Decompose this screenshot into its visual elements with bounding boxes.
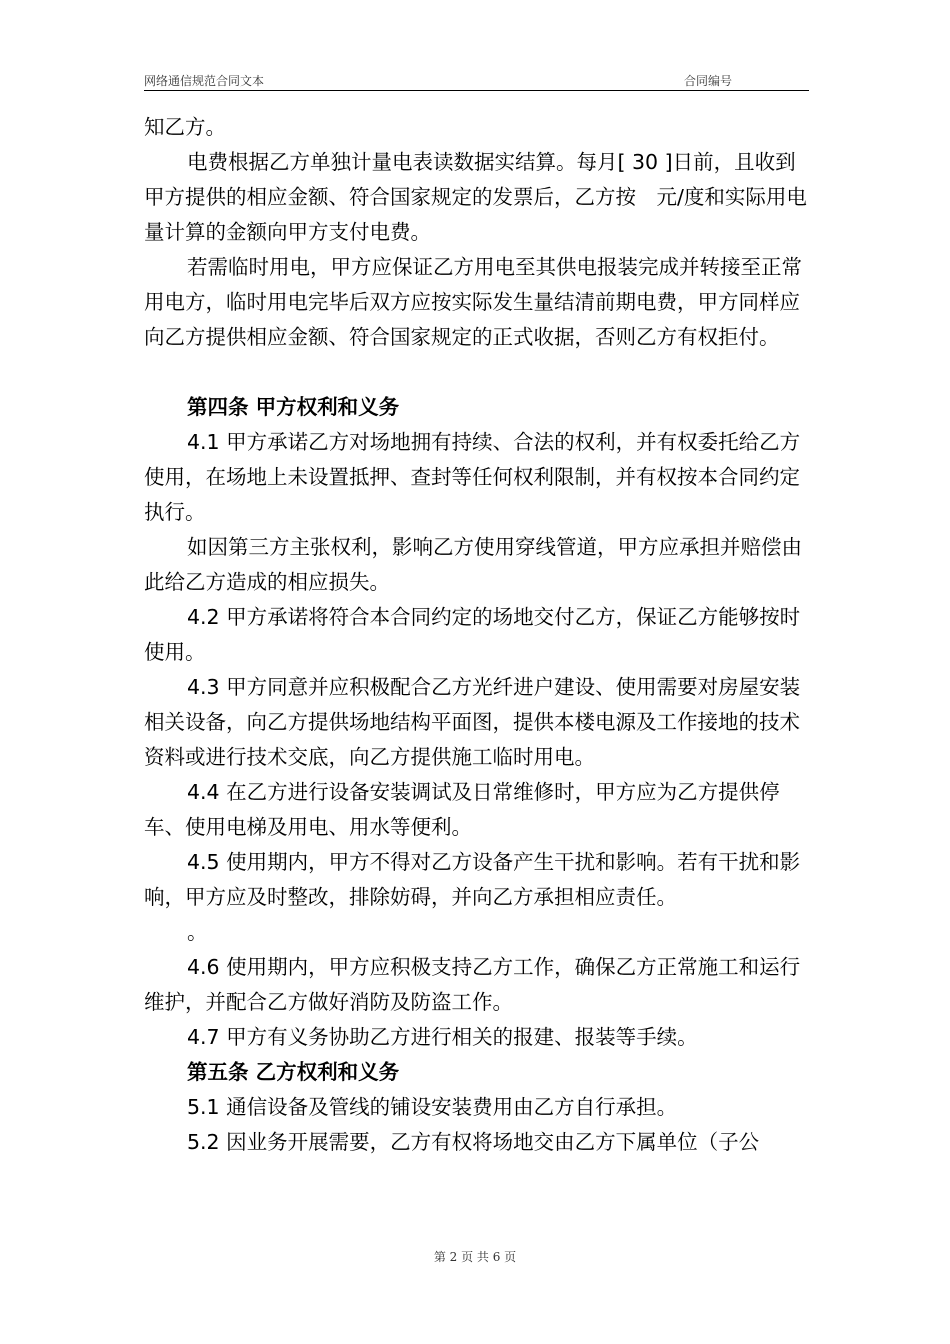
clause-4-1-supplement: 如因第三方主张权利，影响乙方使用穿线管道，甲方应承担并赔偿由此给乙方造成的相应损失。 [144,535,802,594]
clause-4-3: 4.3 甲方同意并应积极配合乙方光纤进户建设、使用需要对房屋安装相关设备，向乙方提供场地结构平面图，提供本楼电源及工作接地的技术资料或进行技术交底，向乙方提供施工临时用电。 [144,675,801,769]
section-heading-article-4: 第四条 甲方权利和义务 [187,395,400,419]
paragraph: 知乙方。 [144,115,226,139]
document-body [144,110,809,1160]
paragraph-temporary-power: 若需临时用电，甲方应保证乙方用电至其供电报装完成并转接至正常用电方，临时用电完毕后双方应按实际发生量结清前期电费，甲方同样应向乙方提供相应金额、符合国家规定的正式收据，否则乙方有权拒付。 [144,255,802,349]
clause-4-1: 4.1 甲方承诺乙方对场地拥有持续、合法的权利，并有权委托给乙方使用，在场地上未设置抵押、查封等任何权利限制，并有权按本合同约定执行。 [144,430,801,524]
page-number: 第 2 页 共 6 页 [433,1250,517,1264]
clause-4-4: 4.4 在乙方进行设备安装调试及日常维修时，甲方应为乙方提供停车、使用电梯及用电、用水等便利。 [144,780,780,839]
page-header [144,70,809,91]
clause-5-2: 5.2 因业务开展需要，乙方有权将场地交由乙方下属单位（子公 [187,1130,760,1154]
clause-5-1: 5.1 通信设备及管线的铺设安装费用由乙方自行承担。 [187,1095,678,1119]
page-footer [0,1248,950,1265]
paragraph-electricity-fee: 电费根据乙方单独计量电表读数据实结算。每月[ 30 ]日前，且收到甲方提供的相应金额、符合国家规定的发票后，乙方按 元/度和实际用电量计算的金额向甲方支付电费。 [144,150,807,244]
spacer [144,355,809,390]
clause-4-5: 4.5 使用期内，甲方不得对乙方设备产生干扰和影响。若有干扰和影响，甲方应及时整改，排除妨碍，并向乙方承担相应责任。 [144,850,801,909]
clause-4-2: 4.2 甲方承诺将符合本合同约定的场地交付乙方，保证乙方能够按时使用。 [144,605,801,664]
contract-number-label: 合同编号 [684,74,733,88]
clause-4-6: 4.6 使用期内，甲方应积极支持乙方工作，确保乙方正常施工和运行维护，并配合乙方做好消防及防盗工作。 [144,955,801,1014]
clause-4-5-period: 。 [187,920,208,944]
clause-4-7: 4.7 甲方有义务协助乙方进行相关的报建、报装等手续。 [187,1025,698,1049]
section-heading-article-5: 第五条 乙方权利和义务 [187,1060,400,1084]
document-title: 网络通信规范合同文本 [144,74,265,88]
